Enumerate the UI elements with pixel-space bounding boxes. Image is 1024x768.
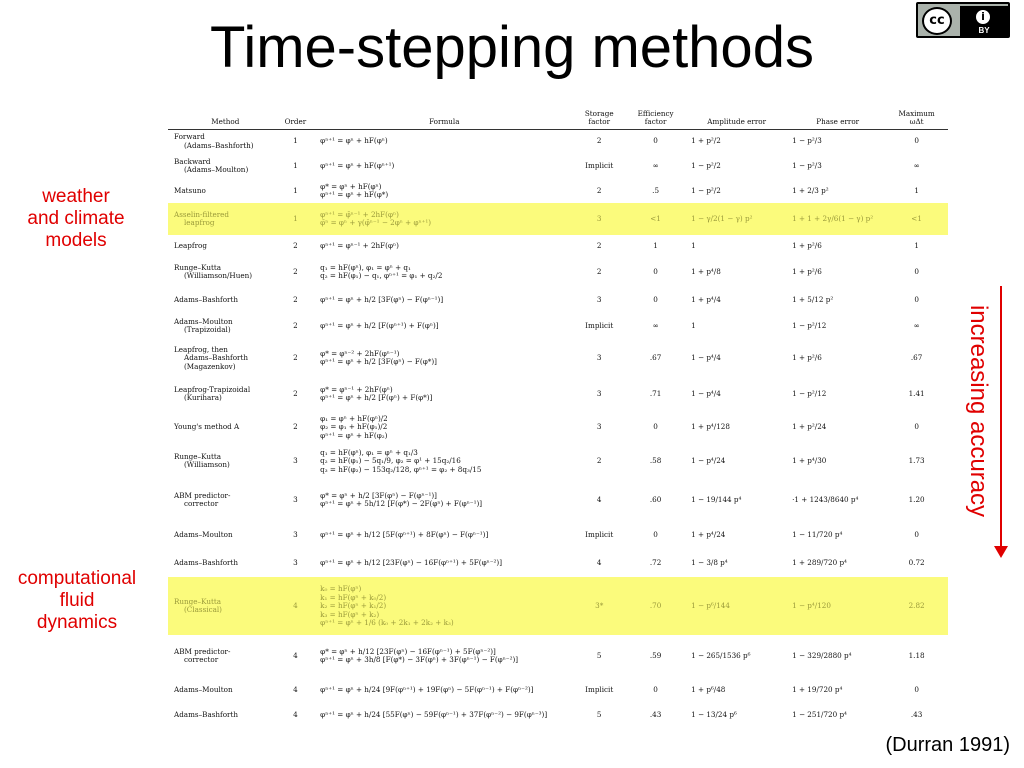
- amplitude-error-cell: 1 + p²/2: [691, 136, 721, 146]
- order-cell: 3: [293, 495, 298, 505]
- method-cell: [168, 521, 279, 549]
- method-name-line: leapfrog: [184, 218, 215, 228]
- method-name-line: Adams–Bashforth: [174, 558, 238, 568]
- phase-error-cell: ·1 + 1243/8640 p⁴: [792, 495, 859, 505]
- efficiency-factor-cell: .59: [649, 651, 662, 661]
- order-cell: 2: [293, 389, 298, 399]
- amplitude-error-cell: 1 − p²/2: [691, 186, 721, 196]
- formula-cell: φⁿ⁺¹ = φⁿ + h/2 [F(φⁿ⁺¹) + F(φⁿ)]: [320, 321, 439, 331]
- method-cell: [168, 703, 279, 727]
- method-name-line: Runge–Kutta: [174, 262, 222, 272]
- amplitude-error-cell: 1 + p⁴/4: [691, 295, 721, 305]
- efficiency-factor-cell: .5: [652, 186, 660, 196]
- formula-cell: φⁿ⁺¹ = φⁿ + h/24 [9F(φⁿ⁺¹) + 19F(φⁿ) − 5F(φⁿ⁻¹) + F(φⁿ⁻²)]: [320, 685, 534, 695]
- amplitude-error-cell: 1 + p⁴/128: [691, 422, 730, 432]
- storage-factor-cell: Implicit: [585, 161, 614, 171]
- storage-factor-cell: 2: [596, 267, 602, 277]
- table-row: [168, 203, 948, 235]
- formula-cell: φⁿ⁺¹ = φⁿ + h/2 [3F(φⁿ) − F(φⁿ⁻¹)]: [320, 295, 444, 305]
- formula-cell: φ* = φⁿ⁻¹ + 2hF(φⁿ) φⁿ⁺¹ = φⁿ + h/2 [F(φⁿ) + F(φ*)]: [320, 384, 433, 403]
- phase-error-cell: 1 − 11/720 p⁴: [792, 530, 843, 540]
- maximum-cell: 1.41: [908, 389, 925, 399]
- storage-factor-cell: 4: [596, 558, 602, 568]
- method-name-line: Runge–Kutta: [174, 596, 222, 606]
- header-storage: Storage factor: [570, 108, 628, 129]
- amplitude-error-cell: 1 − 3/8 p⁴: [691, 558, 728, 568]
- maximum-cell: ∞: [913, 321, 920, 331]
- storage-factor-cell: 3: [596, 422, 602, 432]
- order-cell: 3: [293, 530, 298, 540]
- method-name-line: (Classical): [184, 605, 222, 615]
- cc-by-license-badge: [916, 2, 1010, 38]
- storage-factor-cell: 3: [596, 389, 602, 399]
- methods-table-container: [168, 108, 948, 732]
- efficiency-factor-cell: 0: [653, 136, 658, 146]
- method-cell: [168, 203, 279, 235]
- amplitude-error-cell: 1: [691, 321, 696, 331]
- method-name-line: (Williamson/Huen): [184, 271, 253, 281]
- header-efficiency: Efficiency factor: [628, 108, 683, 129]
- method-cell: [168, 377, 279, 411]
- maximum-cell: 0: [914, 422, 919, 432]
- order-cell: 2: [293, 321, 298, 331]
- cc-icon: cc: [922, 7, 952, 35]
- order-cell: 4: [279, 577, 313, 635]
- maximum-cell: ∞: [913, 161, 920, 171]
- method-name-line: Leapfrog: [174, 241, 207, 251]
- method-name-line: corrector: [184, 499, 219, 509]
- storage-factor-cell: 2: [596, 136, 602, 146]
- amplitude-error-cell: 1 + p⁴/24: [691, 530, 726, 540]
- storage-factor-cell: Implicit: [585, 530, 614, 540]
- maximum-cell: <1: [885, 203, 948, 235]
- maximum-cell: 0: [914, 685, 919, 695]
- order-cell: 1: [293, 161, 298, 171]
- phase-error-cell: 1 + p⁴/30: [792, 456, 827, 466]
- method-name-line: (Adams–Bashforth): [184, 140, 254, 150]
- amplitude-error-cell: 1 + p⁴/8: [691, 267, 721, 277]
- maximum-cell: 0: [914, 530, 919, 540]
- table-row: [168, 577, 948, 635]
- storage-factor-cell: 5: [596, 651, 602, 661]
- order-cell: 1: [293, 136, 298, 146]
- amplitude-error-cell: 1 − p⁴/4: [691, 353, 721, 363]
- method-name-line: corrector: [184, 655, 219, 665]
- method-name-line: ABM predictor-: [174, 646, 231, 656]
- method-name-line: Leapfrog-Trapizoidal: [174, 384, 251, 394]
- method-name-line: Matsuno: [174, 186, 206, 196]
- method-name-line: Young's method A: [174, 422, 240, 432]
- efficiency-factor-cell: 0: [653, 422, 658, 432]
- method-cell: [168, 129, 279, 153]
- storage-factor-cell: Implicit: [585, 321, 614, 331]
- amplitude-error-cell: 1 − 265/1536 p⁶: [691, 651, 751, 661]
- amplitude-error-cell: 1: [691, 241, 696, 251]
- table-row: [168, 287, 948, 313]
- increasing-accuracy-label: increasing accuracy: [965, 304, 992, 518]
- method-cell: [168, 443, 279, 479]
- table-row: [168, 521, 948, 549]
- table-row: [168, 377, 948, 411]
- formula-cell: φⁿ⁺¹ = φⁿ + h/12 [5F(φⁿ⁺¹) + 8F(φⁿ) − F(φⁿ⁻¹)]: [320, 530, 489, 540]
- maximum-cell: 1: [914, 241, 919, 251]
- method-name-line: Backward: [174, 156, 211, 166]
- formula-cell: φⁿ⁺¹ = φⁿ + hF(φⁿ⁺¹): [320, 161, 395, 171]
- storage-factor-cell: 3: [596, 295, 602, 305]
- order-cell: 2: [293, 267, 298, 277]
- table-row: [168, 443, 948, 479]
- phase-error-cell: 1 − p²/3: [792, 136, 822, 146]
- order-cell: 2: [293, 241, 298, 251]
- maximum-cell: 0: [914, 295, 919, 305]
- efficiency-factor-cell: 0: [653, 530, 658, 540]
- order-cell: 2: [293, 353, 298, 363]
- phase-error-cell: 1 + p²/24: [792, 422, 827, 432]
- storage-factor-cell: 3*: [570, 577, 628, 635]
- formula-cell: φⁿ⁺¹ = φⁿ + h/12 [23F(φⁿ) − 16F(φⁿ⁺¹) + 5F(φⁿ⁻²)]: [320, 558, 502, 568]
- formula-cell: φ* = φⁿ + h/2 [3F(φⁿ) − F(φⁿ⁻¹)] φⁿ⁺¹ = φⁿ + 5h/12 [F(φ*) − 2F(φⁿ) + F(φⁿ⁻¹)]: [320, 490, 483, 509]
- phase-error-cell: 1 + p²/6: [792, 267, 822, 277]
- formula-cell: φ* = φⁿ + h/12 [23F(φⁿ) − 16F(φⁿ⁻¹) + 5F(φⁿ⁻²)] φⁿ⁺¹ = φⁿ + 3h/8 [F(φ*) − 3F(φⁿ) + 3F(φⁿ⁻¹) − F(φⁿ⁻²)]: [320, 646, 519, 665]
- method-name-line: Leapfrog, then: [174, 344, 228, 354]
- formula-cell: φ* = φⁿ + hF(φⁿ) φⁿ⁺¹ = φⁿ + hF(φ*): [320, 181, 389, 200]
- table-row: [168, 635, 948, 677]
- phase-error-cell: 1 + p²/6: [792, 353, 822, 363]
- method-name-line: (Williamson): [184, 460, 230, 470]
- method-name-line: Runge–Kutta: [174, 451, 222, 461]
- order-cell: 2: [293, 295, 298, 305]
- maximum-cell: 0: [914, 267, 919, 277]
- method-cell: [168, 257, 279, 287]
- slide-title: Time-stepping methods: [210, 15, 814, 80]
- storage-factor-cell: 3: [570, 203, 628, 235]
- table-row: [168, 677, 948, 703]
- header-order: Order: [279, 108, 313, 129]
- phase-error-cell: 1 − p²/12: [792, 389, 827, 399]
- method-cell: [168, 153, 279, 179]
- method-name-line: Adams–Moulton: [174, 316, 233, 326]
- method-name-line: (Magazenkov): [184, 361, 236, 371]
- table-row: [168, 703, 948, 727]
- storage-factor-cell: 2: [596, 241, 602, 251]
- maximum-cell: 1.73: [908, 456, 925, 466]
- efficiency-factor-cell: ∞: [652, 161, 659, 171]
- header-maximum: Maximum ωΔt: [885, 108, 948, 129]
- efficiency-factor-cell: <1: [628, 203, 683, 235]
- method-name-line: Adams–Moulton: [174, 530, 233, 540]
- order-cell: 1: [293, 186, 298, 196]
- header-amplitude: Amplitude error: [683, 108, 784, 129]
- amplitude-error-cell: 1 − p²/2: [691, 161, 721, 171]
- method-cell: [168, 313, 279, 339]
- maximum-cell: .43: [910, 710, 923, 720]
- order-cell: 3: [293, 456, 298, 466]
- formula-cell: k₀ = hF(φⁿ) k₁ = hF(φⁿ + k₀/2) k₂ = hF(φⁿ + k₁/2) k₃ = hF(φⁿ + k₂) φⁿ⁺¹ = φⁿ + 1/6 (k₀ + 2k₁ + 2k₂ + k₃): [312, 577, 570, 635]
- amplitude-error-cell: 1 − p⁴/4: [691, 389, 721, 399]
- table-header-row: [168, 108, 948, 129]
- weather-climate-label: weather and climate models: [27, 186, 125, 251]
- maximum-cell: 0: [914, 136, 919, 146]
- table-row: [168, 235, 948, 257]
- method-name-line: ABM predictor-: [174, 490, 231, 500]
- phase-error-cell: 1 + 5/12 p²: [792, 295, 834, 305]
- order-cell: 4: [293, 685, 298, 695]
- formula-cell: φⁿ⁺¹ = φ̄ⁿ⁻¹ + 2hF(φⁿ) φ̄ⁿ = φⁿ + γ(φ̄ⁿ⁻¹ − 2φⁿ + φⁿ⁺¹): [312, 203, 570, 235]
- table-row: [168, 479, 948, 521]
- formula-cell: q₁ = hF(φⁿ), φ₁ = φⁿ + q₁/3 q₂ = hF(φ₁) − 5q₁/9, φ₂ = φ¹ + 15q₂/16 q₃ = hF(φ₂) − 153q₂/128, φⁿ⁺¹ = φ₂ + 8q₃/15: [320, 447, 482, 474]
- phase-error-cell: 1 + 2/3 p²: [792, 186, 829, 196]
- formula-cell: φ₁ = φⁿ + hF(φⁿ)/2 φ₂ = φ₁ + hF(φ₁)/2 φⁿ⁺¹ = φⁿ + hF(φ₂): [320, 413, 388, 440]
- table-row: [168, 153, 948, 179]
- attribution-person-icon: i: [974, 8, 992, 26]
- storage-factor-cell: Implicit: [585, 685, 614, 695]
- method-cell: [168, 635, 279, 677]
- efficiency-factor-cell: .43: [649, 710, 662, 720]
- phase-error-cell: 1 + 289/720 p⁴: [792, 558, 847, 568]
- methods-table-body: [168, 129, 948, 727]
- phase-error-cell: 1 − p²/12: [792, 321, 827, 331]
- by-panel: [960, 6, 1008, 36]
- table-row: [168, 339, 948, 377]
- method-cell: [168, 235, 279, 257]
- maximum-cell: 1: [914, 186, 919, 196]
- phase-error-cell: 1 − p²/3: [792, 161, 822, 171]
- method-name-line: Adams–Bashforth: [174, 295, 238, 305]
- maximum-cell: 1.20: [908, 495, 925, 505]
- table-row: [168, 549, 948, 577]
- amplitude-error-cell: 1 − p⁴/24: [691, 456, 726, 466]
- storage-factor-cell: 5: [596, 710, 602, 720]
- method-cell: [168, 479, 279, 521]
- phase-error-cell: 1 − p⁴/120: [784, 577, 885, 635]
- phase-error-cell: 1 + 19/720 p⁴: [792, 685, 843, 695]
- citation: (Durran 1991): [885, 734, 1010, 756]
- efficiency-factor-cell: 0: [653, 685, 658, 695]
- method-cell: [168, 549, 279, 577]
- method-name-line: Forward: [174, 132, 205, 142]
- method-name-line: (Adams–Moulton): [184, 165, 249, 175]
- efficiency-factor-cell: .60: [649, 495, 662, 505]
- table-row: [168, 257, 948, 287]
- efficiency-factor-cell: .71: [649, 389, 662, 399]
- maximum-cell: .67: [910, 353, 923, 363]
- efficiency-factor-cell: .67: [649, 353, 662, 363]
- maximum-cell: 2.82: [885, 577, 948, 635]
- efficiency-factor-cell: .70: [628, 577, 683, 635]
- efficiency-factor-cell: 0: [653, 295, 658, 305]
- amplitude-error-cell: 1 − p⁶/144: [683, 577, 784, 635]
- formula-cell: φ* = φⁿ⁻² + 2hF(φⁿ⁻¹) φⁿ⁺¹ = φⁿ + h/2 [3F(φⁿ) − F(φ*)]: [320, 348, 437, 367]
- maximum-cell: 0.72: [908, 558, 925, 568]
- methods-table: [168, 108, 948, 727]
- storage-factor-cell: 2: [596, 456, 602, 466]
- method-cell: [168, 577, 279, 635]
- amplitude-error-cell: 1 − 13/24 p⁶: [691, 710, 737, 720]
- cfd-label: computational fluid dynamics: [17, 568, 137, 633]
- formula-cell: q₁ = hF(φⁿ), φ₁ = φⁿ + q₁ q₂ = hF(φ₁) − q₁, φⁿ⁺¹ = φ₁ + q₂/2: [320, 262, 443, 281]
- header-formula: Formula: [312, 108, 570, 129]
- efficiency-factor-cell: 1: [653, 241, 658, 251]
- method-name-line: Adams–Bashforth: [174, 710, 238, 720]
- order-cell: 4: [293, 651, 298, 661]
- efficiency-factor-cell: .72: [649, 558, 662, 568]
- efficiency-factor-cell: .58: [649, 456, 662, 466]
- accuracy-arrow-shaft: [1000, 286, 1002, 548]
- phase-error-cell: 1 + 1 + 2γ/6(1 − γ) p²: [784, 203, 885, 235]
- method-cell: [168, 677, 279, 703]
- amplitude-error-cell: 1 + p⁶/48: [691, 685, 726, 695]
- method-name-line: (Trapizoidal): [184, 325, 231, 335]
- storage-factor-cell: 3: [596, 353, 602, 363]
- table-row: [168, 129, 948, 153]
- accuracy-annotation: [948, 285, 1008, 555]
- storage-factor-cell: 4: [596, 495, 602, 505]
- by-label: BY: [978, 26, 990, 35]
- method-name-line: Adams–Moulton: [174, 685, 233, 695]
- header-method: Method: [168, 108, 279, 129]
- formula-cell: φⁿ⁺¹ = φⁿ + hF(φⁿ): [320, 136, 388, 146]
- phase-error-cell: 1 − 251/720 p⁴: [792, 710, 847, 720]
- method-cell: [168, 339, 279, 377]
- order-cell: 4: [293, 710, 298, 720]
- order-cell: 2: [293, 422, 298, 432]
- table-row: [168, 313, 948, 339]
- amplitude-error-cell: 1 − 19/144 p⁴: [691, 495, 742, 505]
- method-name-line: Asselin-filtered: [174, 209, 230, 219]
- order-cell: 1: [279, 203, 313, 235]
- header-phase: Phase error: [784, 108, 885, 129]
- table-row: [168, 411, 948, 443]
- order-cell: 3: [293, 558, 298, 568]
- amplitude-error-cell: 1 − γ/2(1 − γ) p²: [683, 203, 784, 235]
- formula-cell: φⁿ⁺¹ = φⁿ⁻¹ + 2hF(φⁿ): [320, 241, 399, 251]
- efficiency-factor-cell: ∞: [652, 321, 659, 331]
- down-arrow-icon: [994, 546, 1008, 558]
- table-row: [168, 179, 948, 203]
- method-cell: [168, 179, 279, 203]
- storage-factor-cell: 2: [596, 186, 602, 196]
- method-cell: [168, 287, 279, 313]
- method-name-line: (Kurihara): [184, 393, 222, 403]
- method-cell: [168, 411, 279, 443]
- phase-error-cell: 1 + p²/6: [792, 241, 822, 251]
- phase-error-cell: 1 − 329/2880 p⁴: [792, 651, 852, 661]
- maximum-cell: 1.18: [908, 651, 925, 661]
- efficiency-factor-cell: 0: [653, 267, 658, 277]
- method-name-line: Adams–Bashforth: [184, 353, 248, 363]
- formula-cell: φⁿ⁺¹ = φⁿ + h/24 [55F(φⁿ) − 59F(φⁿ⁻¹) + 37F(φⁿ⁻²) − 9F(φⁿ⁻³)]: [320, 710, 548, 720]
